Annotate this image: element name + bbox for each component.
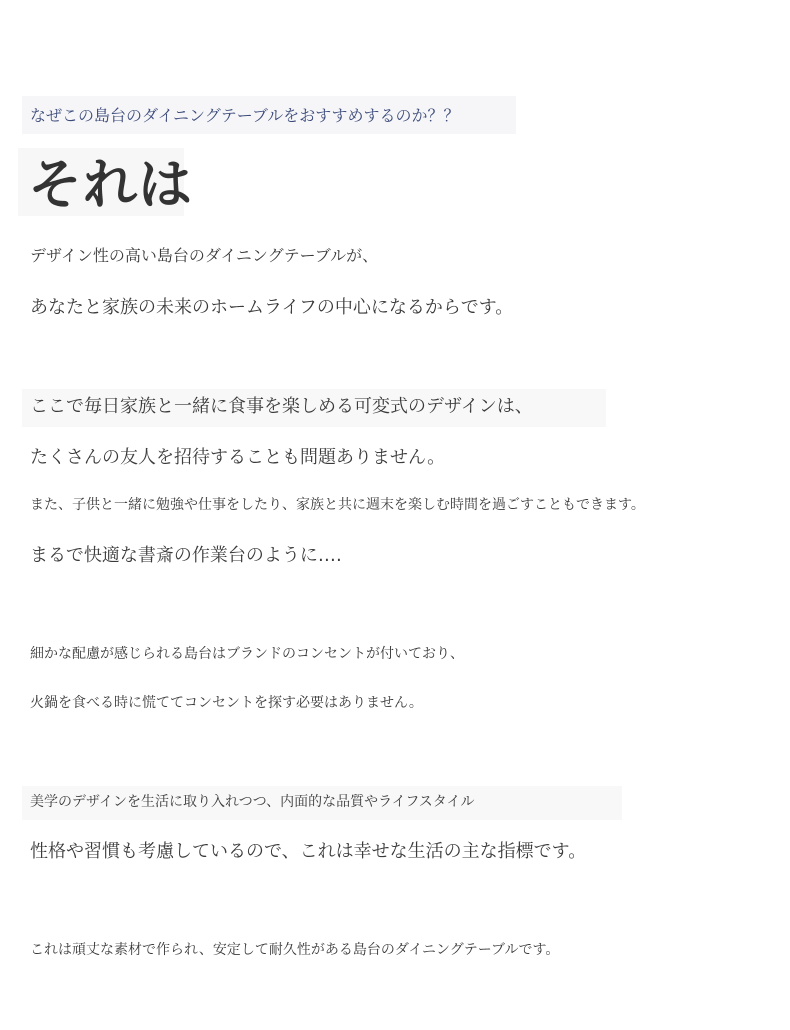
paragraph-line-1: デザイン性の高い島台のダイニングテーブルが、 xyxy=(30,246,379,265)
paragraph-line-7: 細かな配慮が感じられる島台はブランドのコンセントが付いており、 xyxy=(30,646,464,662)
paragraph-line-11: これは頑丈な素材で作られ、安定して耐久性がある島台のダイニングテーブルです。 xyxy=(30,942,560,958)
paragraph-line-2: あなたと家族の未来のホームライフの中心になるからです。 xyxy=(30,297,514,318)
paragraph-line-6: まるで快適な書斎の作業台のように‥‥ xyxy=(30,545,342,566)
paragraph-line-10: 性格や習慣も考慮しているので、これは幸せな生活の主な指標です。 xyxy=(30,841,587,862)
paragraph-line-4: たくさんの友人を招待することも問題ありません。 xyxy=(30,447,446,468)
paragraph-line-3: ここで毎日家族と一緒に食事を楽しめる可変式のデザインは、 xyxy=(30,396,533,417)
paragraph-line-9: 美学のデザインを生活に取り入れつつ、内面的な品質やライフスタイル xyxy=(30,794,475,810)
intro-question: なぜこの島台のダイニングテーブルをおすすめするのか？？ xyxy=(30,106,460,125)
paragraph-line-5: また、子供と一緒に勉強や仕事をしたり、家族と共に週末を楽しむ時間を過ごすこともできます。 xyxy=(30,497,645,513)
page-heading: それは xyxy=(28,153,193,216)
paragraph-line-8: 火鍋を食べる時に慌ててコンセントを探す必要はありません。 xyxy=(30,695,423,711)
